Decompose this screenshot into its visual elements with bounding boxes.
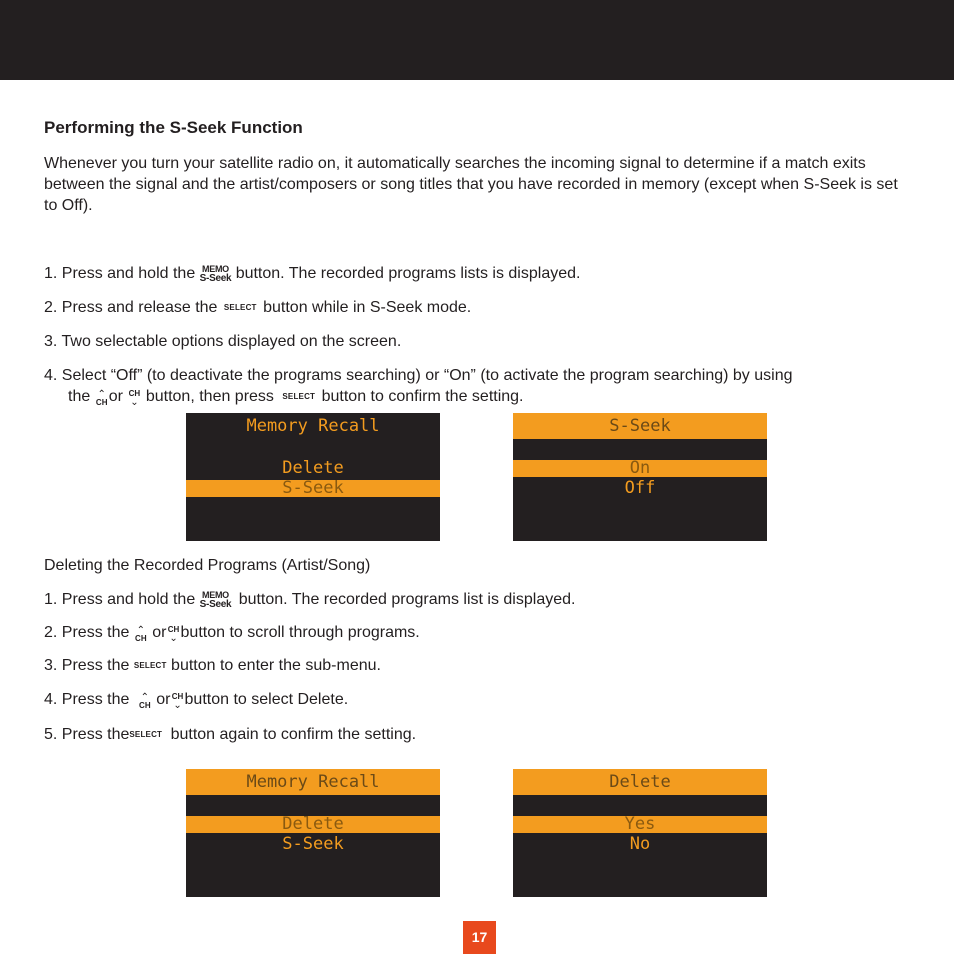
sseek-step-2: 2. Press and release the SELECT button while in S-Seek mode. — [44, 299, 472, 316]
delete-step-5: 5. Press theSELECT button again to confirm the setting. — [44, 726, 417, 743]
select-button-icon: SELECT — [223, 303, 257, 312]
lcd-sseek-on-selected — [513, 413, 767, 541]
lcd-title: Memory Recall — [246, 416, 380, 436]
lcd-option-off: Off — [624, 478, 656, 498]
lcd-option-sseek: S-Seek — [282, 834, 344, 854]
header-bar — [0, 0, 954, 80]
lcd-memory-recall-delete-selected — [186, 769, 440, 897]
ch-down-icon: CH ⌄ — [128, 389, 141, 408]
ch-up-icon: ⌃ CH — [95, 389, 108, 407]
memo-sseek-button-icon: MEMO S-Seek — [199, 264, 232, 284]
lcd-option-sseek-highlighted: S-Seek — [186, 480, 440, 497]
lcd-title: Delete — [513, 769, 767, 795]
delete-section-heading: Deleting the Recorded Programs (Artist/Song) — [44, 557, 371, 574]
lcd-title: Memory Recall — [186, 769, 440, 795]
ch-down-icon: CH ⌄ — [167, 625, 180, 644]
lcd-option-delete-highlighted: Delete — [186, 816, 440, 833]
lcd-title: S-Seek — [513, 413, 767, 439]
delete-step-4: 4. Press the ⌃ CH or CH ⌄ button to select Delete. — [44, 691, 349, 711]
sseek-step-4-line2: the ⌃ CH or CH ⌄ button, then press SELECT button to confirm the setting. — [68, 388, 524, 408]
lcd-option-no: No — [629, 834, 651, 854]
ch-up-icon: ⌃ CH — [139, 692, 151, 710]
intro-paragraph: Whenever you turn your satellite radio on, it automatically searches the incoming signal to determine if a match exits between the signal and the artist/composers or song titles that you have recorded in memory (except when S-Seek is set to Off). — [44, 155, 898, 214]
delete-step-2: 2. Press the ⌃ CH or CH ⌄ button to scroll through programs. — [44, 624, 420, 644]
delete-step-3: 3. Press the SELECT button to enter the sub-menu. — [44, 657, 381, 674]
ch-down-icon: CH ⌄ — [171, 692, 184, 711]
sseek-step-3: 3. Two selectable options displayed on the screen. — [44, 333, 402, 350]
memo-sseek-button-icon: MEMO S-Seek — [199, 590, 232, 610]
delete-step-1: 1. Press and hold the MEMO S-Seek button. The recorded programs list is displayed. — [44, 590, 576, 610]
lcd-option-yes-highlighted: Yes — [513, 816, 767, 833]
sseek-step-1: 1. Press and hold the MEMO S-Seek button. The recorded programs lists is displayed. — [44, 264, 581, 284]
sseek-step-4-line1: 4. Select “Off” (to deactivate the programs searching) or “On” (to activate the program searching) by using — [44, 367, 793, 384]
select-button-icon: SELECT — [133, 661, 167, 670]
ch-up-icon: ⌃ CH — [135, 625, 147, 643]
section-heading: Performing the S-Seek Function — [44, 118, 303, 137]
lcd-option-on-highlighted: On — [513, 460, 767, 477]
select-button-icon: SELECT — [282, 392, 316, 401]
lcd-memory-recall-sseek-selected — [186, 413, 440, 541]
select-button-icon: SELECT — [129, 730, 163, 739]
page-number-badge: 17 — [463, 921, 496, 954]
lcd-delete-yes-selected — [513, 769, 767, 897]
lcd-option-delete: Delete — [282, 458, 344, 478]
